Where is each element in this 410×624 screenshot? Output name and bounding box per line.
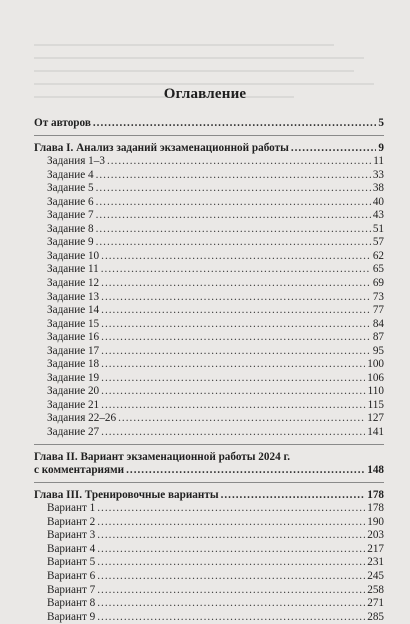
entry-label: Задание 8 bbox=[47, 222, 94, 235]
entry-label: Задания 22–26 bbox=[47, 412, 117, 425]
entry-page: 190 bbox=[367, 515, 384, 528]
toc-entry bbox=[34, 516, 384, 530]
toc-entry bbox=[34, 597, 384, 611]
toc-entry bbox=[34, 584, 384, 598]
entry-label: Задание 13 bbox=[47, 290, 100, 303]
toc-entry bbox=[34, 399, 384, 413]
dot-leader bbox=[101, 304, 371, 318]
entry-page: 95 bbox=[372, 344, 384, 357]
entry-page: 115 bbox=[367, 398, 384, 411]
entry-page: 33 bbox=[372, 168, 384, 181]
entry-label: Задание 20 bbox=[47, 385, 100, 398]
toc-entry bbox=[34, 502, 384, 516]
chapter-page: 148 bbox=[367, 464, 384, 477]
dot-leader bbox=[101, 345, 371, 359]
entry-page: 73 bbox=[372, 290, 384, 303]
dot-leader bbox=[101, 331, 371, 345]
entry-page: 100 bbox=[367, 358, 384, 371]
divider bbox=[34, 135, 384, 136]
dot-leader bbox=[97, 597, 365, 611]
toc-entry bbox=[34, 372, 384, 386]
entry-page: 285 bbox=[367, 610, 384, 623]
toc-entry bbox=[34, 318, 384, 332]
entry-label: Задание 9 bbox=[47, 236, 94, 249]
entry-label: Задание 12 bbox=[47, 277, 100, 290]
dot-leader bbox=[96, 209, 371, 223]
entry-label: Задание 10 bbox=[47, 249, 100, 262]
chapter-label-line-1: Глава II. Вариант экзаменационной работы 2024 г. bbox=[34, 450, 291, 463]
entry-label: Задание 4 bbox=[47, 168, 94, 181]
dot-leader bbox=[101, 358, 365, 372]
dot-leader bbox=[96, 169, 371, 183]
toc-entry bbox=[34, 304, 384, 318]
dot-leader bbox=[107, 155, 371, 169]
entry-label: Вариант 7 bbox=[47, 583, 96, 596]
dot-leader bbox=[101, 372, 365, 386]
entry-label: Задание 17 bbox=[47, 344, 100, 357]
toc-entry bbox=[34, 543, 384, 557]
dot-leader bbox=[101, 250, 371, 264]
entry-page: 40 bbox=[372, 195, 384, 208]
chapter-3-items bbox=[34, 502, 384, 624]
entry-page: 62 bbox=[372, 249, 384, 262]
entry-page: 231 bbox=[367, 556, 384, 569]
dot-leader bbox=[97, 502, 365, 516]
toc-entry bbox=[34, 426, 384, 440]
entry-label: Задание 27 bbox=[47, 426, 100, 439]
dot-leader bbox=[126, 464, 365, 478]
entry-label: Задание 14 bbox=[47, 304, 100, 317]
toc-chapter-3 bbox=[34, 489, 384, 503]
toc-entry bbox=[34, 169, 384, 183]
dot-leader bbox=[101, 291, 371, 305]
toc-entry bbox=[34, 263, 384, 277]
toc-entry bbox=[34, 223, 384, 237]
entry-label: От авторов bbox=[34, 117, 91, 129]
toc-entry bbox=[34, 345, 384, 359]
dot-leader bbox=[101, 263, 371, 277]
toc-entry bbox=[34, 556, 384, 570]
toc-entry bbox=[34, 250, 384, 264]
chapter-page: 9 bbox=[378, 141, 384, 154]
toc-entry-preface bbox=[34, 117, 384, 131]
toc-entry bbox=[34, 611, 384, 624]
dot-leader bbox=[291, 142, 377, 156]
entry-page: 84 bbox=[372, 317, 384, 330]
entry-page: 127 bbox=[367, 412, 384, 425]
chapter-label: Глава III. Тренировочные варианты bbox=[34, 488, 219, 501]
entry-page: 203 bbox=[367, 529, 384, 542]
entry-label: Вариант 5 bbox=[47, 556, 96, 569]
entry-page: 65 bbox=[372, 263, 384, 276]
entry-label: Вариант 2 bbox=[47, 515, 96, 528]
entry-page: 51 bbox=[372, 222, 384, 235]
entry-page: 5 bbox=[378, 117, 384, 129]
chapter-label: Глава I. Анализ заданий экзаменационной работы bbox=[34, 141, 289, 154]
dot-leader bbox=[101, 385, 365, 399]
toc-entry bbox=[34, 570, 384, 584]
entry-page: 245 bbox=[367, 569, 384, 582]
entry-page: 38 bbox=[372, 182, 384, 195]
dot-leader bbox=[97, 584, 365, 598]
toc-entry bbox=[34, 412, 384, 426]
entry-label: Вариант 1 bbox=[47, 502, 96, 515]
entry-page: 178 bbox=[367, 502, 384, 515]
toc-entry bbox=[34, 182, 384, 196]
table-of-contents bbox=[34, 117, 384, 624]
toc-entry bbox=[34, 358, 384, 372]
entry-page: 110 bbox=[367, 385, 384, 398]
entry-label: Задание 15 bbox=[47, 317, 100, 330]
dot-leader bbox=[221, 489, 366, 503]
toc-entry bbox=[34, 331, 384, 345]
dot-leader bbox=[97, 570, 365, 584]
dot-leader bbox=[97, 543, 365, 557]
chapter-page: 178 bbox=[367, 488, 384, 501]
chapter-1-items bbox=[34, 155, 384, 439]
entry-page: 87 bbox=[372, 331, 384, 344]
entry-label: Вариант 4 bbox=[47, 542, 96, 555]
entry-label: Задание 21 bbox=[47, 398, 100, 411]
entry-page: 271 bbox=[367, 597, 384, 610]
page-title: Оглавление bbox=[163, 86, 247, 102]
entry-label: Задание 19 bbox=[47, 371, 100, 384]
entry-label: Задание 11 bbox=[47, 263, 99, 276]
dot-leader bbox=[97, 516, 365, 530]
entry-page: 69 bbox=[372, 277, 384, 290]
toc-entry bbox=[34, 529, 384, 543]
dot-leader bbox=[101, 399, 365, 413]
toc-chapter-2 bbox=[34, 451, 384, 478]
entry-page: 141 bbox=[367, 426, 384, 439]
entry-label: Задание 7 bbox=[47, 209, 94, 222]
dot-leader bbox=[97, 611, 365, 624]
entry-page: 258 bbox=[367, 583, 384, 596]
chapter-label-line-2: с комментариями bbox=[34, 464, 125, 477]
dot-leader bbox=[101, 318, 371, 332]
entry-label: Задание 18 bbox=[47, 358, 100, 371]
dot-leader bbox=[97, 529, 365, 543]
entry-page: 106 bbox=[367, 371, 384, 384]
toc-entry bbox=[34, 277, 384, 291]
entry-label: Вариант 8 bbox=[47, 597, 96, 610]
entry-label: Задание 6 bbox=[47, 195, 94, 208]
dot-leader bbox=[118, 412, 365, 426]
entry-page: 77 bbox=[372, 304, 384, 317]
toc-entry bbox=[34, 155, 384, 169]
divider bbox=[34, 444, 384, 445]
entry-page: 217 bbox=[367, 542, 384, 555]
toc-entry bbox=[34, 236, 384, 250]
chapter-2-line-2 bbox=[34, 464, 384, 478]
entry-label: Вариант 3 bbox=[47, 529, 96, 542]
entry-label: Задание 5 bbox=[47, 182, 94, 195]
entry-label: Вариант 6 bbox=[47, 569, 96, 582]
entry-page: 43 bbox=[372, 209, 384, 222]
entry-page: 11 bbox=[373, 155, 384, 168]
dot-leader bbox=[96, 196, 371, 210]
dot-leader bbox=[96, 236, 371, 250]
toc-entry bbox=[34, 291, 384, 305]
divider bbox=[34, 482, 384, 483]
dot-leader bbox=[96, 182, 371, 196]
entry-label: Вариант 9 bbox=[47, 610, 96, 623]
toc-entry bbox=[34, 385, 384, 399]
dot-leader bbox=[101, 277, 371, 291]
entry-page: 57 bbox=[372, 236, 384, 249]
dot-leader bbox=[96, 223, 371, 237]
toc-chapter-1 bbox=[34, 142, 384, 156]
dot-leader bbox=[97, 556, 365, 570]
toc-entry bbox=[34, 209, 384, 223]
entry-label: Задания 1–3 bbox=[47, 155, 105, 168]
toc-entry bbox=[34, 196, 384, 210]
entry-label: Задание 16 bbox=[47, 331, 100, 344]
dot-leader bbox=[101, 426, 365, 440]
dot-leader bbox=[93, 117, 377, 131]
